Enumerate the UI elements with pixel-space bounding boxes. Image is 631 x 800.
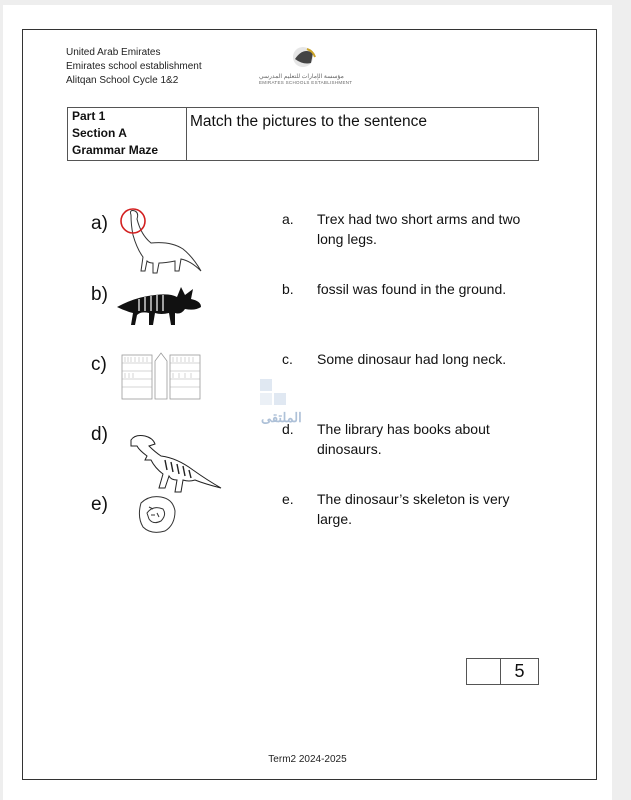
sentence-letter-c: c. bbox=[282, 351, 293, 367]
sentence-text-c: Some dinosaur had long neck. bbox=[317, 351, 507, 367]
footer-term: Term2 2024-2025 bbox=[268, 754, 347, 765]
watermark-text: الملتقى bbox=[261, 410, 302, 425]
topic-label: Grammar Maze bbox=[72, 143, 159, 157]
sentence-text-b: fossil was found in the ground. bbox=[317, 281, 507, 297]
fossil-rock-icon bbox=[135, 493, 177, 535]
watermark-logo-icon bbox=[258, 375, 368, 435]
sentence-letter-b: b. bbox=[282, 281, 294, 297]
triceratops-skeleton-icon bbox=[115, 277, 205, 329]
picture-label-d: d) bbox=[91, 424, 108, 445]
sentence-text-e: The dinosaur’s skeleton is very large. bbox=[317, 491, 510, 527]
logo-arabic-text: مؤسسة الإمارات للتعليم المدرسي bbox=[259, 74, 344, 80]
score-box bbox=[466, 658, 539, 685]
sentence-text-d: The library has books about dinosaurs. bbox=[317, 421, 490, 457]
sentence-letter-d: d. bbox=[282, 421, 294, 437]
picture-label-c: c) bbox=[91, 354, 107, 375]
worksheet-page bbox=[3, 5, 612, 800]
school-line-country: United Arab Emirates bbox=[66, 47, 161, 58]
header-table bbox=[67, 107, 539, 161]
picture-label-e: e) bbox=[91, 494, 108, 515]
library-bookshelves-icon bbox=[121, 351, 201, 401]
trex-icon bbox=[125, 430, 225, 496]
header-section-cell bbox=[68, 108, 187, 160]
picture-label-b: b) bbox=[91, 284, 108, 305]
school-line-establishment: Emirates school establishment bbox=[66, 61, 202, 72]
long-neck-dinosaur-icon bbox=[111, 205, 203, 275]
logo-english-text: EMIRATES SCHOOLS ESTABLISHMENT bbox=[259, 80, 353, 85]
instruction-text: Match the pictures to the sentence bbox=[190, 113, 427, 130]
section-label: Section A bbox=[72, 126, 127, 140]
sentence-letter-e: e. bbox=[282, 491, 294, 507]
school-info bbox=[66, 46, 202, 88]
score-value: 5 bbox=[514, 661, 525, 681]
school-line-name: Alitqan School Cycle 1&2 bbox=[66, 75, 179, 86]
sentence-letter-a: a. bbox=[282, 211, 294, 227]
sentence-text-a: Trex had two short arms and two long legs. bbox=[317, 211, 521, 247]
part-label: Part 1 bbox=[72, 109, 106, 123]
picture-label-a: a) bbox=[91, 213, 108, 234]
